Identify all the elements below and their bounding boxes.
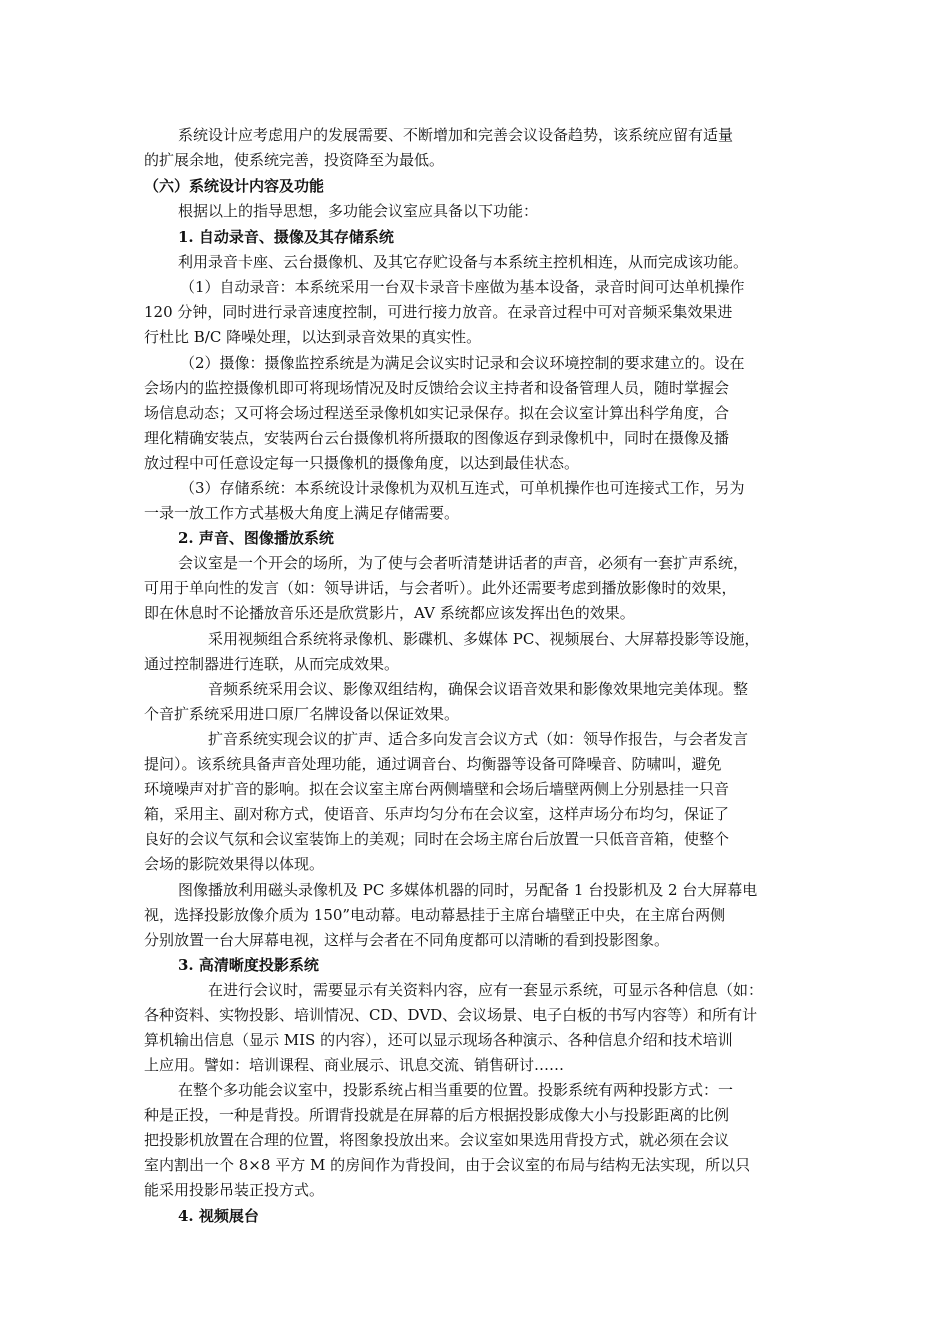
body-text-line: 分别放置一台大屏幕电视，这样与会者在不同角度都可以清晰的看到投影图象。 xyxy=(144,931,670,949)
body-text-line: 音频系统采用会议、影像双组结构，确保会议语音效果和影像效果地完美体现。整 xyxy=(208,680,749,698)
body-text-line: 场信息动态；又可将会场过程送至录像机如实记录保存。拟在会议室计算出科学角度，合 xyxy=(144,404,730,422)
body-text-line: 的扩展余地，使系统完善，投资降至为最低。 xyxy=(144,151,445,169)
body-text-line: 室内割出一个 8×8 平方 M 的房间作为背投间，由于会议室的布局与结构无法实现，所以只 xyxy=(144,1156,751,1174)
body-text-line: 能采用投影吊装正投方式。 xyxy=(144,1181,325,1199)
body-text-line: 算机输出信息（显示 MIS 的内容），还可以显示现场各种演示、各种信息介绍和技术培训 xyxy=(144,1031,733,1049)
body-text-line: 一录一放工作方式基极大角度上满足存储需要。 xyxy=(144,504,460,522)
body-text-line: 在进行会议时，需要显示有关资料内容，应有一套显示系统，可显示各种信息（如： xyxy=(208,981,764,999)
body-text-line: （1）自动录音：本系统采用一台双卡录音卡座做为基本设备，录音时间可达单机操作 xyxy=(180,278,745,296)
body-text-line: （3）存储系统：本系统设计录像机为双机互连式，可单机操作也可连接式工作，另为 xyxy=(180,479,745,497)
body-text-line: 扩音系统实现会议的扩声、适合多向发言会议方式（如：领导作报告，与会者发言 xyxy=(208,730,749,748)
body-text-line: 可用于单向性的发言（如：领导讲话，与会者听）。此外还需要考虑到播放影像时的效果， xyxy=(144,579,737,597)
body-text-line: 上应用。譬如：培训课程、商业展示、讯息交流、销售研讨…… xyxy=(144,1056,565,1074)
body-text-line: 视，选择投影放像介质为 150”电动幕。电动幕悬挂于主席台墙壁正中央，在主席台两侧 xyxy=(144,906,726,924)
body-text-line: 利用录音卡座、云台摄像机、及其它存贮设备与本系统主控机相连，从而完成该功能。 xyxy=(178,253,749,271)
body-text-line: 根据以上的指导思想，多功能会议室应具备以下功能： xyxy=(178,202,539,220)
body-text-line: 箱，采用主、副对称方式，使语音、乐声均匀分布在会议室，这样声场分布均匀，保证了 xyxy=(144,805,730,823)
body-text-line: 提问）。该系统具备声音处理功能，通过调音台、均衡器等设备可降噪音、防啸叫，避免 xyxy=(144,755,722,773)
body-text-line: 图像播放利用磁头录像机及 PC 多媒体机器的同时，另配备 1 台投影机及 2 台大屏幕电 xyxy=(178,881,758,899)
body-text-line: （2）摄像：摄像监控系统是为满足会议实时记录和会议环境控制的要求建立的。设在 xyxy=(180,354,745,372)
body-text-line: 把投影机放置在合理的位置，将图象投放出来。会议室如果选用背投方式，就必须在会议 xyxy=(144,1131,730,1149)
subsection-heading: 1. 自动录音、摄像及其存储系统 xyxy=(178,228,394,246)
body-text-line: 理化精确安装点，安装两台云台摄像机将所摄取的图像返存到录像机中，同时在摄像及播 xyxy=(144,429,730,447)
body-text-line: 行杜比 B/C 降噪处理，以达到录音效果的真实性。 xyxy=(144,328,482,346)
subsection-heading: 3. 高清晰度投影系统 xyxy=(178,956,319,974)
subsection-heading: 2. 声音、图像播放系统 xyxy=(178,529,334,547)
body-text-line: 即在休息时不论播放音乐还是欣赏影片，AV 系统都应该发挥出色的效果。 xyxy=(144,604,635,622)
body-text-line: 个音扩系统采用进口原厂名牌设备以保证效果。 xyxy=(144,705,460,723)
body-text-line: 在整个多功能会议室中，投影系统占相当重要的位置。投影系统有两种投影方式：一 xyxy=(178,1081,734,1099)
body-text-line: 会场内的监控摄像机即可将现场情况及时反馈给会议主持者和设备管理人员，随时掌握会 xyxy=(144,379,730,397)
body-text-line: 各种资料、实物投影、培训情况、CD、DVD、会议场景、电子白板的书写内容等）和所有计 xyxy=(144,1006,758,1024)
section-heading: （六）系统设计内容及功能 xyxy=(144,177,325,195)
body-text-line: 通过控制器进行连联，从而完成效果。 xyxy=(144,655,400,673)
body-text-line: 种是正投，一种是背投。所谓背投就是在屏幕的后方根据投影成像大小与投影距离的比例 xyxy=(144,1106,730,1124)
body-text-line: 会议室是一个开会的场所，为了使与会者听清楚讲话者的声音，必须有一套扩声系统， xyxy=(178,554,749,572)
subsection-heading: 4. 视频展台 xyxy=(178,1207,259,1225)
body-text-line: 会场的影院效果得以体现。 xyxy=(144,855,325,873)
body-text-line: 放过程中可任意设定每一只摄像机的摄像角度，以达到最佳状态。 xyxy=(144,454,580,472)
body-text-line: 120 分钟，同时进行录音速度控制，可进行接力放音。在录音过程中可对音频采集效果进 xyxy=(144,303,733,321)
body-text-line: 系统设计应考虑用户的发展需要、不断增加和完善会议设备趋势，该系统应留有适量 xyxy=(178,126,734,144)
body-text-line: 环境噪声对扩音的影响。拟在会议室主席台两侧墙壁和会场后墙壁两侧上分别悬挂一只音 xyxy=(144,780,730,798)
body-text-line: 良好的会议气氛和会议室装饰上的美观；同时在会场主席台后放置一只低音音箱，使整个 xyxy=(144,830,730,848)
body-text-line: 采用视频组合系统将录像机、影碟机、多媒体 PC、视频展台、大屏幕投影等设施， xyxy=(208,630,760,648)
